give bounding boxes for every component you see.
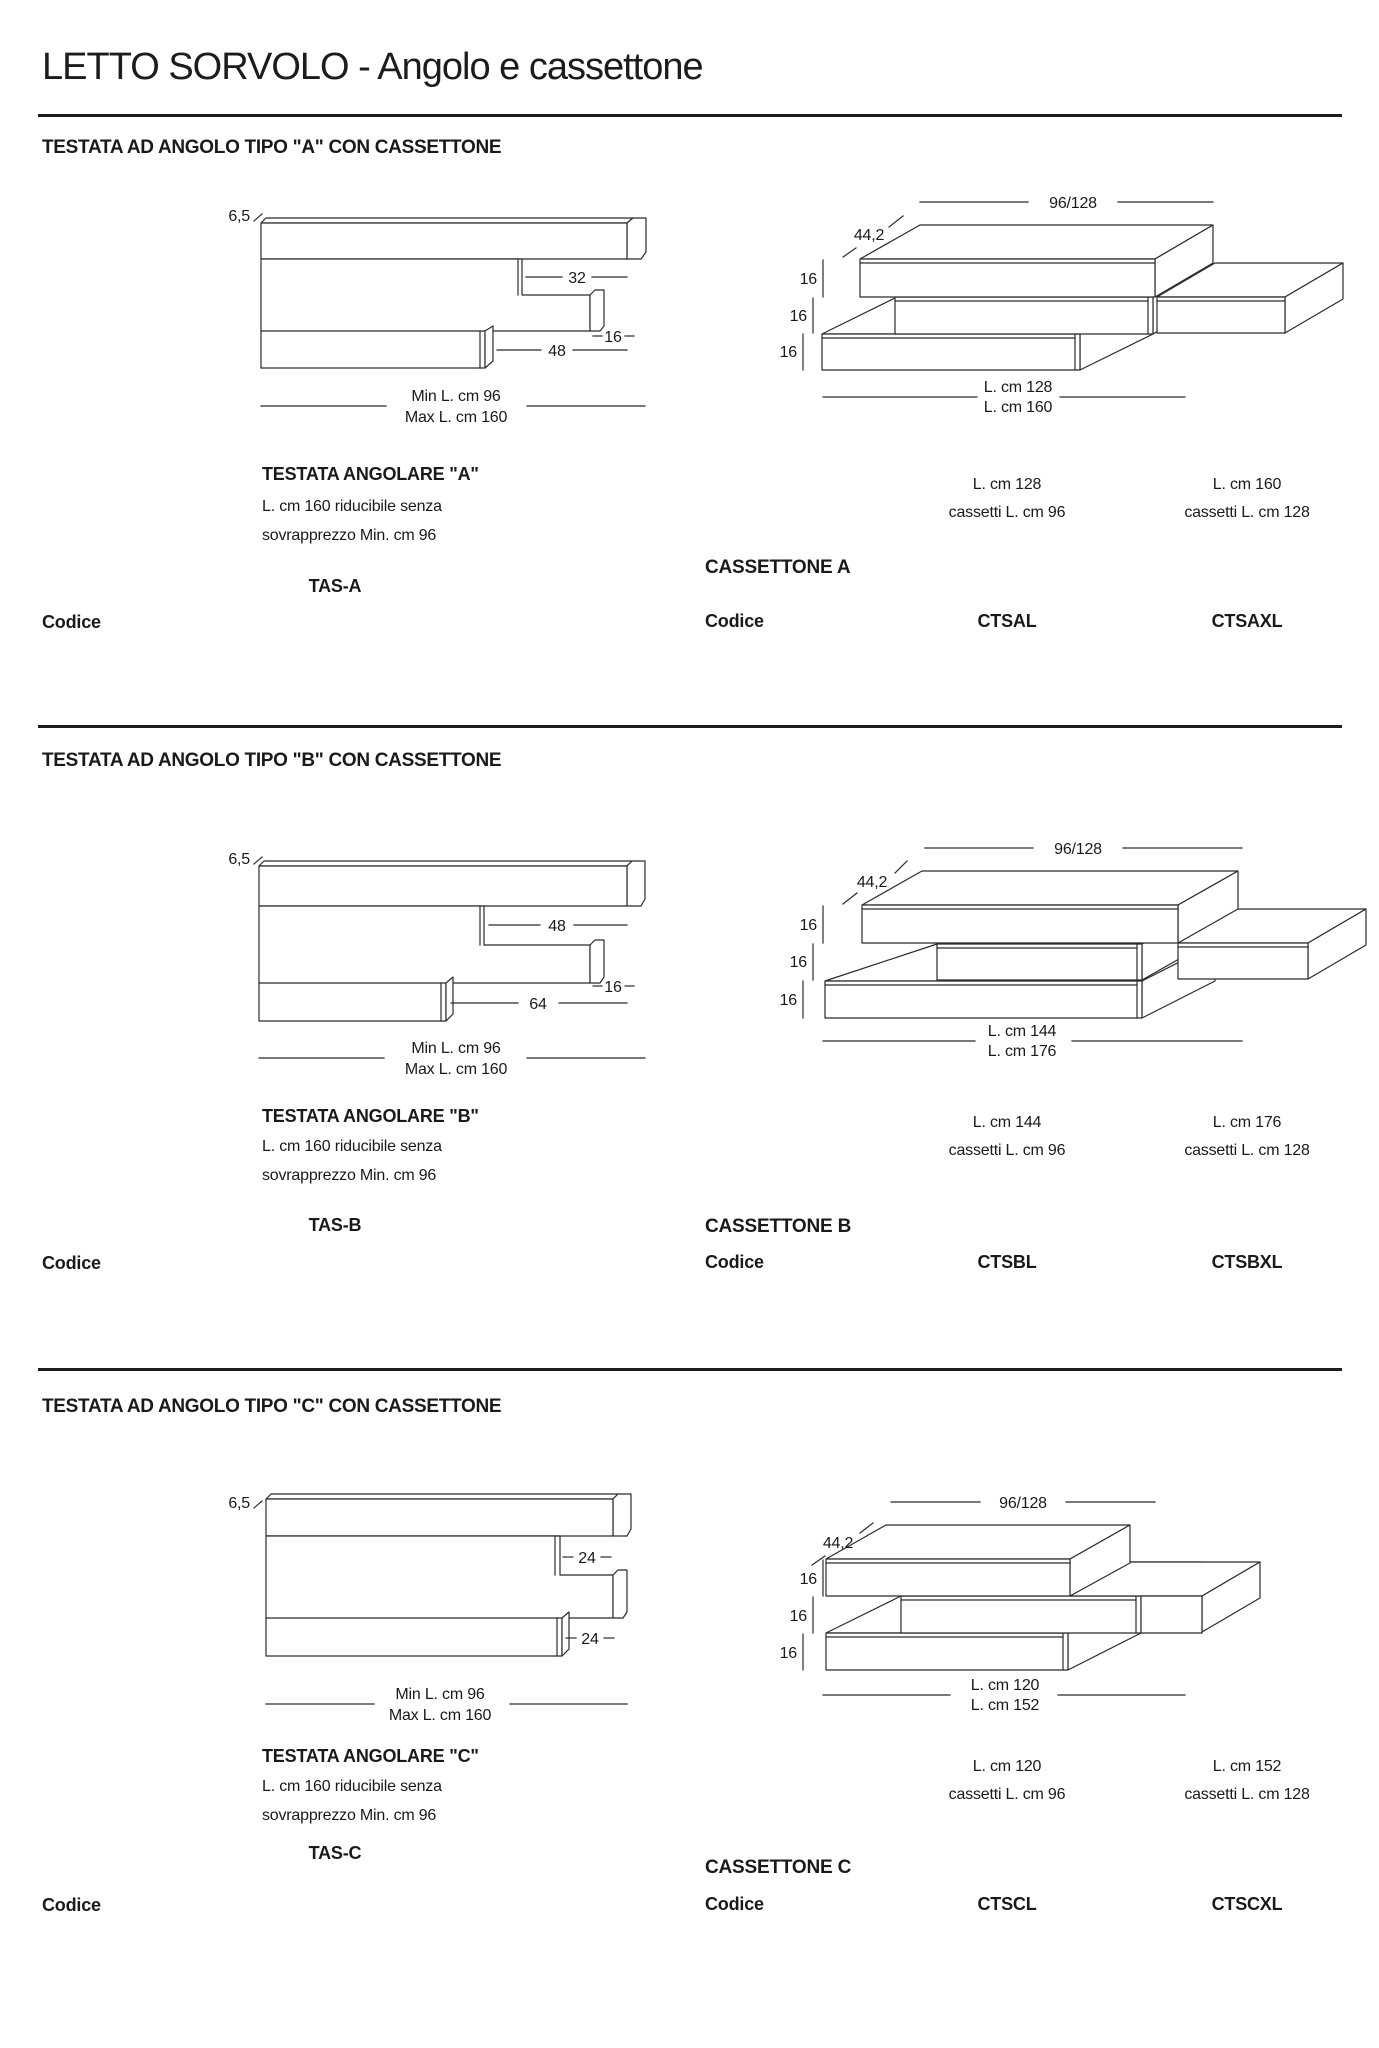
testata-c-desc1: L. cm 160 riducibile senza bbox=[262, 1778, 442, 1795]
testata-b-panel bbox=[259, 861, 645, 1021]
cassettone-c-code-1: CTSCL bbox=[977, 1894, 1037, 1914]
testata-b-desc1: L. cm 160 riducibile senza bbox=[262, 1138, 442, 1155]
codice-label-b-left: Codice bbox=[42, 1253, 101, 1273]
testata-a-code: TAS-A bbox=[308, 576, 362, 596]
dim-label-2: 24 bbox=[578, 1550, 596, 1567]
dim-label-len1: L. cm 144 bbox=[987, 1023, 1057, 1040]
dim-label-4: 24 bbox=[581, 1631, 599, 1648]
dim-label-len2: L. cm 152 bbox=[970, 1697, 1040, 1714]
dim-label-len1: L. cm 128 bbox=[983, 379, 1053, 396]
title-divider bbox=[38, 114, 1342, 117]
cassettone-c-name: CASSETTONE C bbox=[705, 1857, 852, 1878]
cassettone-b-col1-len: L. cm 144 bbox=[972, 1114, 1042, 1131]
dim-label-h3: 16 bbox=[779, 344, 797, 361]
dim-label-width-top: 96/128 bbox=[999, 1495, 1047, 1512]
testata-c-name: TESTATA ANGOLARE "C" bbox=[262, 1746, 479, 1766]
cassettone-a-name: CASSETTONE A bbox=[705, 557, 851, 578]
testata-b-name: TESTATA ANGOLARE "B" bbox=[262, 1106, 479, 1126]
dim-label-max: Max L. cm 160 bbox=[388, 1707, 492, 1724]
dim-label-len1: L. cm 120 bbox=[970, 1677, 1040, 1694]
testata-a-drawing bbox=[190, 195, 650, 440]
dim-label-len2: L. cm 160 bbox=[983, 399, 1053, 416]
cassettone-b-top-box bbox=[862, 871, 1238, 943]
cassettone-a-drawing bbox=[780, 180, 1360, 425]
dim-label-h3: 16 bbox=[779, 992, 797, 1009]
cassettone-b-col2-len: L. cm 176 bbox=[1212, 1114, 1282, 1131]
cassettone-a-col2-len: L. cm 160 bbox=[1212, 476, 1282, 493]
cassettone-a-top-box bbox=[860, 225, 1213, 297]
dim-label-h3: 16 bbox=[779, 1645, 797, 1662]
dim-label-min: Min L. cm 96 bbox=[411, 1040, 501, 1057]
dim-label-depth: 44,2 bbox=[822, 1535, 854, 1552]
cassettone-b-code-1: CTSBL bbox=[977, 1252, 1037, 1272]
section-a-header: TESTATA AD ANGOLO TIPO "A" CON CASSETTONE bbox=[42, 137, 502, 158]
cassettone-a-code-2: CTSAXL bbox=[1211, 611, 1283, 631]
dim-label-max: Max L. cm 160 bbox=[404, 409, 508, 426]
section-c-divider bbox=[38, 1368, 1342, 1371]
dim-label-h1: 16 bbox=[799, 271, 817, 288]
cassettone-b-name: CASSETTONE B bbox=[705, 1216, 852, 1237]
testata-c-panel bbox=[266, 1494, 631, 1656]
cassettone-c-top-box bbox=[826, 1525, 1130, 1596]
codice-label-a-left: Codice bbox=[42, 612, 101, 632]
codice-label-b-right: Codice bbox=[705, 1252, 764, 1272]
cassettone-b-col1-drawer: cassetti L. cm 96 bbox=[948, 1142, 1066, 1159]
dim-label-len2: L. cm 176 bbox=[987, 1043, 1057, 1060]
testata-a-name: TESTATA ANGOLARE "A" bbox=[262, 464, 479, 484]
dim-label-min: Min L. cm 96 bbox=[395, 1686, 485, 1703]
codice-label-c-left: Codice bbox=[42, 1895, 101, 1915]
cassettone-b-col2-drawer: cassetti L. cm 128 bbox=[1184, 1142, 1310, 1159]
testata-a-desc1: L. cm 160 riducibile senza bbox=[262, 498, 442, 515]
cassettone-c-drawing bbox=[780, 1470, 1360, 1720]
testata-b-drawing bbox=[190, 840, 650, 1085]
dim-label-h1: 16 bbox=[799, 1571, 817, 1588]
dim-label-h2: 16 bbox=[789, 308, 807, 325]
testata-c-drawing bbox=[190, 1480, 650, 1730]
testata-a-desc2: sovrapprezzo Min. cm 96 bbox=[262, 527, 437, 544]
dim-label-h1: 16 bbox=[799, 917, 817, 934]
codice-label-a-right: Codice bbox=[705, 611, 764, 631]
cassettone-a-col1-drawer: cassetti L. cm 96 bbox=[948, 504, 1066, 521]
testata-c-code: TAS-C bbox=[308, 1843, 362, 1863]
cassettone-c-col1-len: L. cm 120 bbox=[972, 1758, 1042, 1775]
dim-label-h2: 16 bbox=[789, 954, 807, 971]
testata-b-code: TAS-B bbox=[308, 1215, 362, 1235]
dim-label-2: 32 bbox=[568, 270, 586, 287]
dim-label-min: Min L. cm 96 bbox=[411, 388, 501, 405]
testata-c-desc2: sovrapprezzo Min. cm 96 bbox=[262, 1807, 437, 1824]
cassettone-c-col2-drawer: cassetti L. cm 128 bbox=[1184, 1786, 1310, 1803]
cassettone-a-col1-len: L. cm 128 bbox=[972, 476, 1042, 493]
page-title: LETTO SORVOLO - Angolo e cassettone bbox=[42, 46, 703, 88]
cassettone-c-col2-len: L. cm 152 bbox=[1212, 1758, 1282, 1775]
dim-label-thickness: 6,5 bbox=[228, 851, 250, 868]
cassettone-c-col1-drawer: cassetti L. cm 96 bbox=[948, 1786, 1066, 1803]
dim-label-h2: 16 bbox=[789, 1608, 807, 1625]
section-b-header: TESTATA AD ANGOLO TIPO "B" CON CASSETTONE bbox=[42, 750, 502, 771]
dim-label-3: 16 bbox=[604, 329, 622, 346]
cassettone-b-drawing bbox=[780, 826, 1360, 1071]
dim-label-thickness: 6,5 bbox=[228, 1495, 250, 1512]
dim-label-width-top: 96/128 bbox=[1049, 195, 1097, 212]
cassettone-b-code-2: CTSBXL bbox=[1211, 1252, 1283, 1272]
dim-label-2: 48 bbox=[548, 918, 566, 935]
dim-label-max: Max L. cm 160 bbox=[404, 1061, 508, 1078]
section-b-divider bbox=[38, 725, 1342, 728]
dim-label-width-top: 96/128 bbox=[1054, 841, 1102, 858]
dim-label-depth: 44,2 bbox=[856, 874, 888, 891]
dim-label-3: 16 bbox=[604, 979, 622, 996]
cassettone-a-code-1: CTSAL bbox=[977, 611, 1037, 631]
dim-label-thickness: 6,5 bbox=[228, 208, 250, 225]
cassettone-c-code-2: CTSCXL bbox=[1211, 1894, 1283, 1914]
codice-label-c-right: Codice bbox=[705, 1894, 764, 1914]
dim-label-4: 64 bbox=[529, 996, 547, 1013]
section-c-header: TESTATA AD ANGOLO TIPO "C" CON CASSETTONE bbox=[42, 1396, 502, 1417]
dim-label-depth: 44,2 bbox=[853, 227, 885, 244]
testata-b-desc2: sovrapprezzo Min. cm 96 bbox=[262, 1167, 437, 1184]
cassettone-a-col2-drawer: cassetti L. cm 128 bbox=[1184, 504, 1310, 521]
dim-label-4: 48 bbox=[548, 343, 566, 360]
testata-a-panel bbox=[261, 218, 646, 368]
